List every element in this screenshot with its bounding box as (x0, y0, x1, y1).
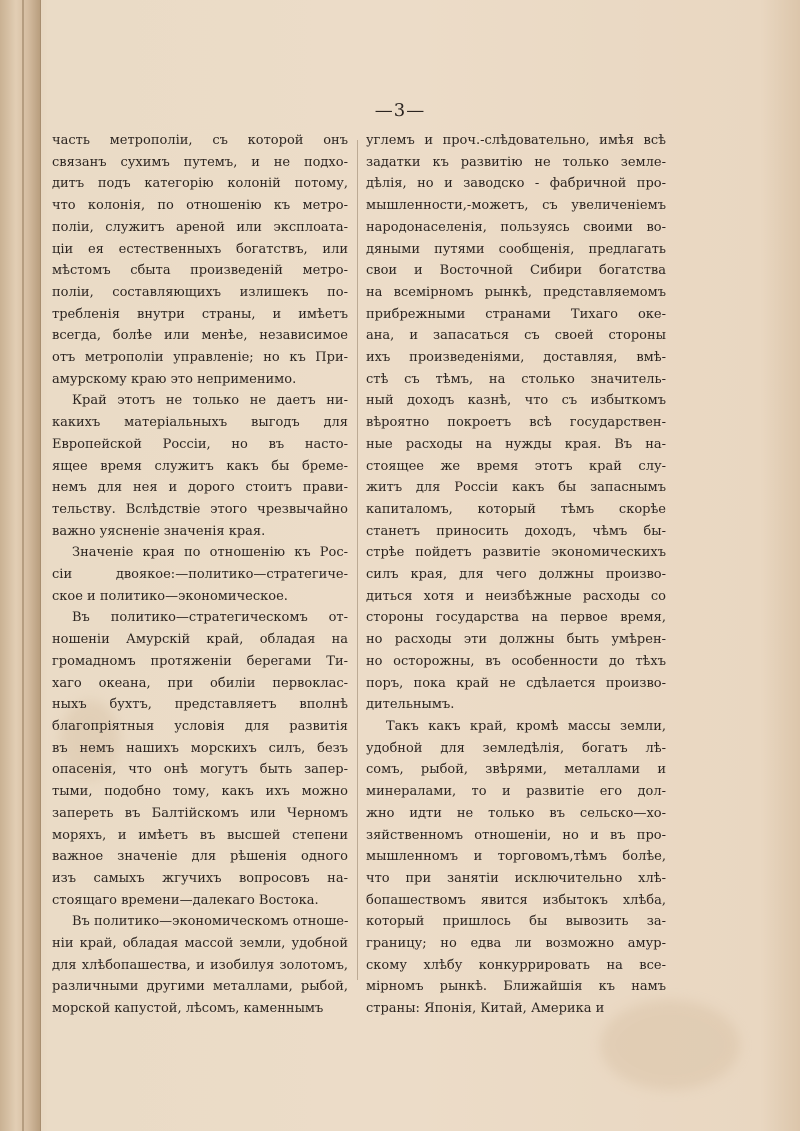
text-line: но расходы эти должны быть умѣрен- (366, 632, 666, 648)
text-line: ный доходъ казнѣ, что съ избыткомъ (366, 393, 666, 409)
text-line: благопріятныя условія для развитія (52, 718, 348, 734)
text-line: житъ для Россіи какъ бы запаснымъ (366, 480, 666, 496)
text-line: часть метрополіи, съ которой онъ (52, 133, 348, 148)
text-line: мышленномъ и торговомъ,тѣмъ болѣе, (366, 849, 666, 865)
text-line: важное значеніе для рѣшенія одного (52, 849, 348, 865)
text-line: ана, и запасаться съ своей стороны (366, 328, 666, 344)
text-line: сіи двоякое:—политико—стратегиче- (52, 567, 348, 583)
text-line: углемъ и проч.-слѣдовательно, имѣя всѣ (366, 133, 666, 148)
text-line: ніи край, обладая массой земли, удобной (52, 936, 348, 952)
text-line: ціи ея естественныхъ богатствъ, или (52, 241, 348, 257)
text-line: поліи, служитъ ареной или эксплоата- (52, 219, 348, 235)
text-line: морской капустой, лѣсомъ, каменнымъ (52, 1001, 324, 1017)
text-line: Въ политико—стратегическомъ от- (72, 610, 348, 626)
text-line: мышленности,-можетъ, съ увеличеніемъ (366, 198, 666, 214)
text-line: стѣ съ тѣмъ, на столько значитель- (366, 371, 666, 387)
text-line: дяными путями сообщенія, предлагать (366, 241, 666, 257)
text-line: тыми, подобно тому, какъ ихъ можно (52, 784, 348, 800)
text-line: отъ метрополіи управленіе; но къ При- (52, 350, 348, 366)
text-line: запереть въ Балтійскомъ или Черномъ (52, 805, 348, 821)
text-line: сомъ, рыбой, звѣрями, металлами и (366, 762, 666, 778)
text-line: удобной для земледѣлія, богатъ лѣ- (366, 740, 666, 756)
text-line: стоящаго времени—далекаго Востока. (52, 892, 319, 908)
binding-crease (22, 0, 24, 1131)
text-line: что колонія, по отношенію къ метро- (52, 198, 348, 214)
page-number: —3— (374, 100, 426, 121)
text-line: мѣстомъ сбыта произведеній метро- (52, 263, 348, 279)
text-line: въ немъ нашихъ морскихъ силъ, безъ (52, 740, 348, 756)
text-line: Въ политико—экономическомъ отноше- (72, 914, 348, 930)
text-line: силъ края, для чего должны произво- (366, 567, 666, 583)
text-line: дѣлія, но и заводско - фабричной про- (366, 176, 666, 192)
text-line: хаго океана, при обиліи первоклас- (52, 675, 348, 691)
text-line: ные расходы на нужды края. Въ на- (366, 436, 666, 452)
text-line: стороны государства на первое время, (366, 610, 666, 626)
text-line: страны: Японія, Китай, Америка и (366, 1001, 605, 1017)
text-line: стоящее же время этотъ край слу- (366, 458, 666, 474)
text-line: зяйственномъ отношеніи, но и въ про- (366, 827, 666, 843)
text-line: дитъ подъ категорію колоній потому, (52, 176, 348, 192)
text-line: но осторожны, въ особенности до тѣхъ (366, 653, 666, 669)
text-line: минералами, то и развитіе его дол- (366, 784, 666, 800)
text-line: различными другими металлами, рыбой, (52, 979, 348, 995)
text-line: вѣроятно покроетъ всѣ государствен- (366, 415, 666, 431)
text-line: Европейской Россіи, но въ насто- (52, 436, 348, 452)
text-line: мірномъ рынкѣ. Ближайшія къ намъ (366, 979, 666, 995)
text-line: скому хлѣбу конкуррировать на все- (366, 957, 666, 973)
page-binding (0, 0, 41, 1131)
text-line: какихъ матеріальныхъ выгодъ для (52, 415, 348, 431)
text-line: ихъ произведеніями, доставляя, вмѣ- (366, 350, 666, 366)
text-line: всегда, болѣе или менѣе, независимое (52, 328, 348, 344)
text-line: важно уясненіе значенія края. (52, 523, 266, 539)
right-column (366, 130, 666, 1020)
left-column (52, 130, 348, 1020)
text-line: свои и Восточной Сибири богатства (366, 263, 666, 279)
text-line: ношеніи Амурскій край, обладая на (52, 632, 348, 648)
text-line: амурскому краю это неприменимо. (52, 371, 297, 387)
text-line: ящее время служитъ какъ бы бреме- (52, 458, 348, 474)
text-line: Значеніе края по отношенію къ Рос- (72, 545, 348, 561)
text-line: поръ, пока край не сдѣлается произво- (366, 675, 666, 691)
text-line: требленія внутри страны, и имѣетъ (52, 306, 348, 322)
text-line: границу; но едва ли возможно амур- (366, 936, 666, 952)
text-line: изъ самыхъ жгучихъ вопросовъ на- (52, 870, 348, 886)
text-line: ское и политико—экономическое. (52, 588, 288, 604)
text-line: бопашествомъ явится избытокъ хлѣба, (366, 892, 666, 908)
text-line: жно идти не только въ сельско—хо- (366, 805, 666, 821)
text-line: диться хотя и неизбѣжные расходы со (366, 588, 666, 604)
text-line: дительнымъ. (366, 697, 455, 713)
text-line: народонаселенія, пользуясь своими во- (366, 219, 666, 235)
text-line: моряхъ, и имѣетъ въ высшей степени (52, 827, 348, 843)
text-line: Такъ какъ край, кромѣ массы земли, (386, 718, 666, 734)
text-line: на всемірномъ рынкѣ, представляемомъ (366, 284, 666, 300)
text-line: для хлѣбопашества, и изобилуя золотомъ, (52, 957, 348, 973)
text-line: задатки къ развитію не только земле- (366, 154, 666, 170)
text-line: связанъ сухимъ путемъ, и не подхо- (52, 154, 348, 170)
text-line: стрѣе пойдетъ развитіе экономическихъ (366, 545, 666, 561)
text-line: тельству. Вслѣдствіе этого чрезвычайно (52, 501, 348, 517)
text-line: опасенія, что онѣ могутъ быть запер- (52, 762, 348, 778)
text-line: что при занятіи исключительно хлѣ- (366, 870, 666, 886)
text-line: прибрежными странами Тихаго оке- (366, 306, 666, 322)
text-line: немъ для нея и дорого стоитъ прави- (52, 480, 348, 496)
text-line: поліи, составляющихъ излишекъ по- (52, 284, 348, 300)
text-line: станетъ приносить доходъ, чѣмъ бы- (366, 523, 666, 539)
text-line: громадномъ протяженіи берегами Ти- (52, 653, 348, 669)
column-divider (357, 140, 358, 980)
text-line: который пришлось бы вывозить за- (366, 914, 666, 930)
text-line: ныхъ бухтъ, представляетъ вполнѣ (52, 697, 348, 713)
text-line: капиталомъ, который тѣмъ скорѣе (366, 501, 666, 517)
text-line: Край этотъ не только не даетъ ни- (72, 393, 348, 409)
